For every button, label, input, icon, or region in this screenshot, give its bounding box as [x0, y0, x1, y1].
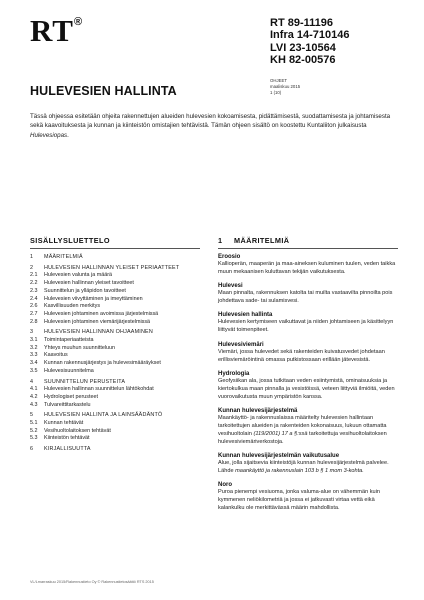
toc-item-number: 3.1	[30, 337, 38, 344]
toc-item-label: Hydrologiset perusteet	[44, 393, 98, 400]
toc-item	[30, 402, 200, 410]
toc-item-number: 2.1	[30, 272, 38, 279]
toc-item-label: Suunnittelun ja ylläpidon tavoitteet	[44, 287, 126, 294]
definition-description	[218, 319, 398, 335]
definition-description	[218, 261, 398, 277]
toc-item-label: Kunnan tehtävät	[44, 420, 84, 427]
definition-text: Maan pinnalta, rakennuksen katolta tai muilta vastaavilta pinnoilta pois johdettava sade- tai sulamisvesi.	[218, 290, 393, 305]
toc-item-label: Tulvareittitarkastelu	[44, 401, 91, 408]
definitions-heading	[218, 236, 398, 249]
toc-item-label: HULEVESIEN HALLINTA JA LAINSÄÄDÄNTÖ	[44, 412, 163, 419]
toc-item-number: 5	[30, 412, 34, 419]
toc-item-label: Hulevesien hallinnan suunnittelun lähtökohdat	[44, 386, 154, 393]
toc-item-number: 6	[30, 446, 34, 453]
definition-description	[218, 460, 398, 476]
toc-item-label: SUUNNITTELUN PERUSTEITA	[44, 378, 126, 385]
definition-item	[218, 452, 398, 476]
toc-item	[30, 360, 200, 368]
definition-text: Hulevesien kertymiseen vaikuttavat ja niiden johtamiseen ja käsittelyyn liittyvät toimenpiteet.	[218, 319, 394, 334]
definition-italic: (119/2001) 17 a §:ssä	[253, 430, 308, 437]
toc-item-number: 2	[30, 264, 34, 271]
page-number: 1 (10)	[270, 90, 282, 95]
section-title: MÄÄRITELMIÄ	[234, 236, 290, 245]
registered-mark: ®	[73, 16, 84, 28]
toc-item-number: 3.3	[30, 352, 38, 359]
classification-codes	[270, 17, 350, 67]
toc-item	[30, 337, 200, 345]
definition-text: Geofysiikan ala, jossa tutkitaan veden esiintymistä, ominaisuuksia ja kiertokulkua maan pinnalla ja vesistöissä, veteen liittyviä ilmiöitä, veden vuorovaikutusta muun ympäristön kanssa.	[218, 377, 395, 400]
definition-term: Noro	[218, 482, 232, 489]
toc-item-number: 3.2	[30, 344, 38, 351]
code-lvi: LVI 23-10564	[270, 41, 336, 54]
definition-description	[218, 378, 398, 402]
intro-italic: Hulevesiopas	[30, 131, 68, 139]
toc-item-label: HULEVESIEN HALLINNAN YLEISET PERIAATTEET	[44, 264, 180, 271]
toc-item-number: 1	[30, 254, 34, 260]
toc-item	[30, 288, 200, 296]
toc-item-number: 4.1	[30, 386, 38, 393]
code-infra: Infra 14-710146	[270, 29, 350, 42]
toc-item-number: 2.3	[30, 287, 38, 294]
definition-item	[218, 407, 398, 447]
toc-item-number: 2.2	[30, 280, 38, 287]
toc-item-number: 5.1	[30, 420, 38, 427]
definition-item	[218, 481, 398, 513]
toc-item	[30, 345, 200, 353]
section-number: 1	[218, 236, 223, 245]
toc-item	[30, 435, 200, 443]
toc-item-number: 2.8	[30, 318, 38, 325]
definition-item	[218, 282, 398, 306]
definition-item	[218, 370, 398, 402]
definition-description	[218, 489, 398, 513]
document-meta	[270, 78, 300, 96]
definitions-section	[218, 236, 398, 518]
toc-item-label: Hulevesien viivyttäminen ja imeyttäminen	[44, 295, 143, 302]
intro-end: .	[67, 131, 69, 139]
toc-item-label: Vesihuoltolaitoksen tehtävät	[44, 427, 111, 434]
definition-text: Alue, jolla sijaitsevia kiinteistöjä kunnan hulevesijärjestelmä palvelee. Lähde	[218, 459, 389, 474]
toc-item	[30, 254, 200, 262]
toc-item	[30, 319, 200, 327]
toc-item-label: MÄÄRITELMIÄ	[44, 254, 83, 260]
definition-item	[218, 253, 398, 277]
toc-item-number: 3	[30, 329, 34, 336]
toc-item-number: 3.4	[30, 360, 38, 367]
document-date: maaliskuu 2015	[270, 84, 301, 89]
toc-item	[30, 329, 200, 337]
toc-item-number: 4	[30, 378, 34, 385]
definition-text: Kallioperän, maaperän ja maa-aineksen kuluminen tuulen, veden taikka muun mekaanisen kuluttavan tekijän vaikutuksesta.	[218, 261, 396, 275]
toc-item-label: Kaavoitus	[44, 352, 68, 359]
toc-heading: SISÄLLYSLUETTELO	[30, 236, 200, 249]
definition-item	[218, 311, 398, 335]
toc-item	[30, 428, 200, 436]
toc-item-label: Kasvillisuuden merkitys	[44, 303, 101, 310]
table-of-contents	[30, 236, 200, 454]
toc-item-label: Hulevesien johtaminen avoimissa järjestelmissä	[44, 310, 159, 317]
code-rt: RT 89-11196	[270, 17, 333, 29]
definition-item	[218, 341, 398, 365]
definition-term: Hydrologia	[218, 370, 250, 377]
definition-term: Hulevesien hallinta	[218, 312, 273, 319]
intro-paragraph	[30, 112, 395, 140]
toc-item-number: 4.3	[30, 401, 38, 408]
rt-logo	[30, 13, 84, 48]
toc-item	[30, 368, 200, 376]
toc-item	[30, 311, 200, 319]
definition-italic: maankäyttö ja rakennuslain 103 b § 1 mom 3-kohta.	[235, 467, 364, 474]
toc-item	[30, 386, 200, 394]
toc-item	[30, 446, 200, 454]
definition-list	[218, 253, 398, 513]
definition-description	[218, 349, 398, 365]
toc-item-label: HULEVESIEN HALLINNAN OHJAAMINEN	[44, 329, 153, 336]
document-title: HULEVESIEN HALLINTA	[30, 84, 177, 98]
toc-item	[30, 303, 200, 311]
toc-list	[30, 254, 200, 454]
definition-end: tarkoitettuja vesihuoltolaitoksen hulevesiviemäriverkostoja.	[218, 430, 387, 445]
toc-item-label: Hulevesisuunnitelma	[44, 367, 94, 374]
definition-description	[218, 290, 398, 306]
definition-description	[218, 415, 398, 447]
definition-term: Hulevesi	[218, 283, 243, 290]
toc-item	[30, 296, 200, 304]
definition-text: Maankäyttö- ja rakennuslaissa määritelty hulevesien hallintaan tarkoitettujen alueiden ja rakenteiden kokonaisuus, lukuun ottamatta vesihuoltolain	[218, 414, 387, 437]
toc-item	[30, 420, 200, 428]
toc-item	[30, 352, 200, 360]
toc-item-label: Hulevesien hallinnan yleiset tavoitteet	[44, 280, 134, 287]
definition-term: Kunnan hulevesijärjestelmän vaikutusalue	[218, 452, 340, 459]
definition-term: Eroosio	[218, 254, 241, 260]
definition-text: Puroa pienempi vesiuoma, jonka valuma-alue on vähemmän kuin kymmenen neliökilometriä ja jossa ei jatkuvasti virtaa vettä eikä kalankulku ole merkittävässä määrin mahdollista.	[218, 489, 380, 511]
toc-item-number: 2.4	[30, 295, 38, 302]
toc-item	[30, 379, 200, 387]
toc-item-label: Yhteys muuhun suunnitteluun	[44, 344, 116, 351]
toc-item	[30, 272, 200, 280]
toc-item	[30, 280, 200, 288]
toc-item	[30, 412, 200, 420]
toc-item-number: 3.5	[30, 367, 38, 374]
toc-item-label: Kiinteistön tehtävät	[44, 435, 90, 442]
toc-item-number: 2.6	[30, 303, 38, 310]
code-kh: KH 82-00576	[270, 54, 336, 67]
toc-item-number: 5.2	[30, 427, 38, 434]
logo-text: RT	[30, 13, 74, 48]
definition-term: Kunnan hulevesijärjestelmä	[218, 407, 298, 414]
toc-item	[30, 265, 200, 273]
toc-item-label: Toimintaperiaatteista	[44, 337, 94, 344]
toc-item-label: Kunnan rakennusjärjestys ja hulevesimääräykset	[44, 360, 161, 367]
toc-item-label: Hulevesien valunta ja määrä	[44, 272, 113, 279]
toc-item-number: 2.7	[30, 310, 38, 317]
toc-item-number: 4.2	[30, 393, 38, 400]
toc-item-label: KIRJALLISUUTTA	[44, 446, 91, 453]
definition-text: Viemäri, jossa hulevedet sekä rakenteiden kuivatusvedet johdetaan erillisviemäröintinä omassa putkistossaan erillään jätevesistä.	[218, 348, 385, 363]
toc-item-number: 5.3	[30, 435, 38, 442]
toc-item-label: Hulevesien johtaminen viemärijärjestelmissä	[44, 318, 151, 325]
document-type: OHJEET	[270, 78, 287, 83]
definition-term: Hulevesiviemäri	[218, 341, 264, 348]
toc-item	[30, 394, 200, 402]
page-footer: VL/Lmarraskuu 2015/Rakennustieto Oy © Rakennustietosäätiö RTS 2015	[30, 580, 154, 584]
intro-text: Tässä ohjeessa esitetään ohjeita rakennettujen alueiden hulevesien kokoamisesta, pidättämisestä, suodattamisesta ja johtamisesta sekä kaavoituksesta ja kunnan ja kiinteistön omistajien tehtävistä. Tämän ohjeen sisältö on koostettu Kuntaliiton julkaisusta	[30, 113, 391, 130]
